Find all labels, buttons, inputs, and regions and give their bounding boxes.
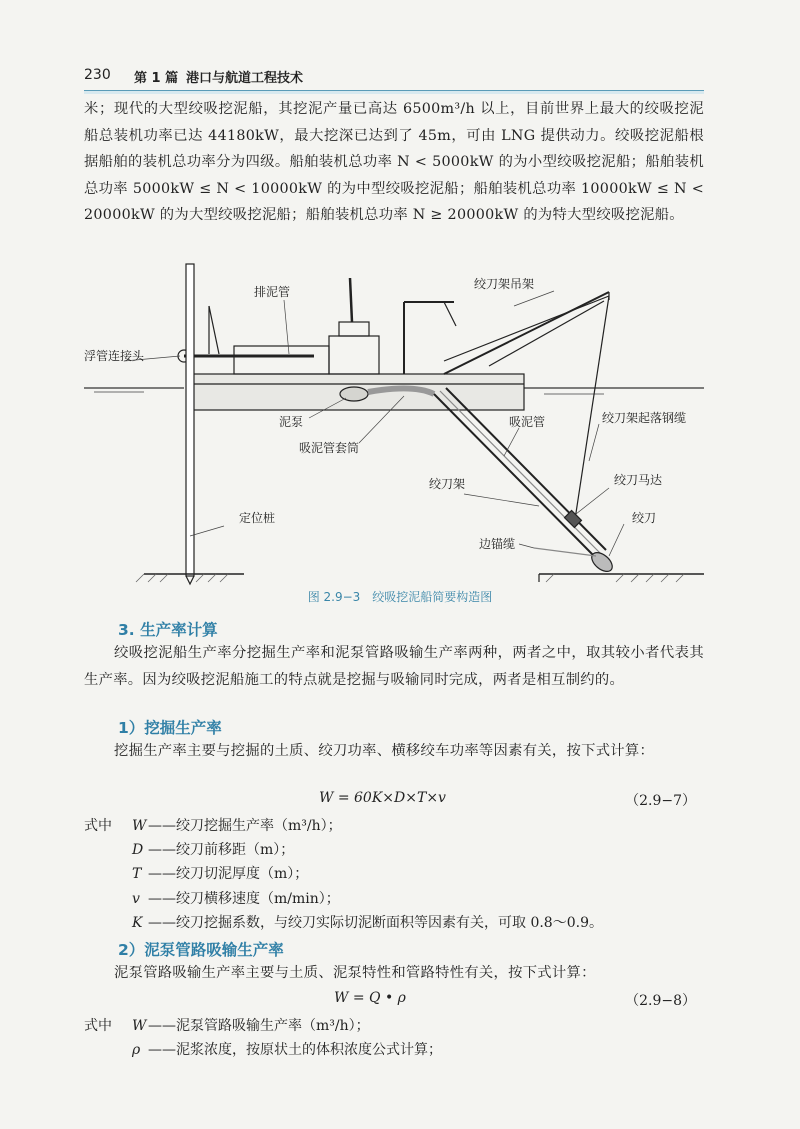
intro-paragraph: 米；现代的大型绞吸挖泥船，其挖泥产量已高达 6500m³/h 以上，目前世界上最大的绞吸挖泥船总装机功率已达 44180kW，最大挖深已达到了 45m，可由 LNG 提供动力。绞吸挖泥船根据船舶的装机总功率分为四级。船舶装机总功率 N < 5000kW 的为小型绞吸挖泥船；船舶装机总功率 5000kW ≤ N < 10000kW 的为中型绞吸挖泥船；船舶装机总功率 10000kW ≤ N < 20000kW 的为大型绞吸挖泥船；船舶装机总功率 N ≥ 20000kW 的为特大型绞吸挖泥船。	[84, 101, 704, 224]
pumping-variable-list	[84, 1014, 704, 1062]
label-mud-pump: 泥泵	[279, 415, 304, 429]
label-float-pipe-joint: 浮管连接头	[84, 349, 145, 363]
formula-expression: W = 60K×D×T×v	[319, 790, 446, 806]
variable-row: T ——绞刀切泥厚度（m）；	[132, 866, 309, 883]
variable-row: ρ ——泥浆浓度，按原状土的体积浓度公式计算；	[132, 1042, 442, 1059]
running-header	[84, 64, 704, 91]
label-suction-sleeve: 吸泥管套筒	[299, 441, 360, 455]
variable-row: v ——绞刀横移速度（m/min）；	[132, 890, 340, 907]
variable-row: D ——绞刀前移距（m）；	[132, 842, 295, 859]
label-cutter-frame-hanger: 绞刀架吊架	[474, 277, 535, 291]
excavation-paragraph: 挖掘生产率主要与挖掘的土质、绞刀功率、横移绞车功率等因素有关，按下式计算：	[114, 743, 655, 759]
section-paragraph-productivity: 绞吸挖泥船生产率分挖掘生产率和泥泵管路吸输生产率两种，两者之中，取其较小者代表其生产率。因为绞吸挖泥船施工的特点就是挖掘与吸输同时完成，两者是相互制约的。	[84, 645, 704, 688]
label-cutter-ladder-cable: 绞刀架起落钢缆	[602, 411, 687, 425]
header-divider	[84, 91, 704, 94]
label-cutter-frame: 绞刀架	[429, 477, 466, 491]
label-discharge-pipe: 排泥管	[254, 285, 291, 299]
variable-row: 式中 W ——绞刀挖掘生产率（m³/h）；	[84, 818, 342, 834]
variable-row: 式中 W ——泥泵管路吸输生产率（m³/h）；	[84, 1018, 370, 1034]
formula-number: （2.9−8）	[625, 993, 696, 1009]
label-cutter: 绞刀	[632, 511, 657, 525]
formula-expression: W = Q • ρ	[334, 990, 406, 1006]
part-label: 第 1 篇	[134, 71, 179, 86]
label-spud: 定位桩	[239, 511, 276, 525]
subheading-pumping: 2）泥泵管路吸输生产率	[118, 941, 284, 959]
formula-number: （2.9−7）	[625, 793, 696, 809]
figure-caption: 图 2.9−3 绞吸挖泥船简要构造图	[307, 590, 493, 604]
section-heading-productivity: 3. 生产率计算	[118, 621, 218, 639]
subheading-excavation: 1）挖掘生产率	[118, 719, 222, 737]
label-cutter-motor: 绞刀马达	[614, 473, 663, 487]
dredger-diagram	[84, 256, 704, 586]
book-title: 港口与航道工程技术	[186, 71, 304, 86]
excavation-variable-list	[84, 814, 704, 935]
page-number: 230	[84, 67, 111, 83]
pumping-paragraph: 泥泵管路吸输生产率主要与土质、泥泵特性和管路特性有关，按下式计算：	[114, 965, 596, 981]
label-suction-pipe: 吸泥管	[509, 415, 546, 429]
label-side-anchor-cable: 边锚缆	[479, 537, 516, 551]
variable-row: K ——绞刀挖掘系数，与绞刀实际切泥断面积等因素有关，可取 0.8～0.9。	[132, 914, 603, 931]
